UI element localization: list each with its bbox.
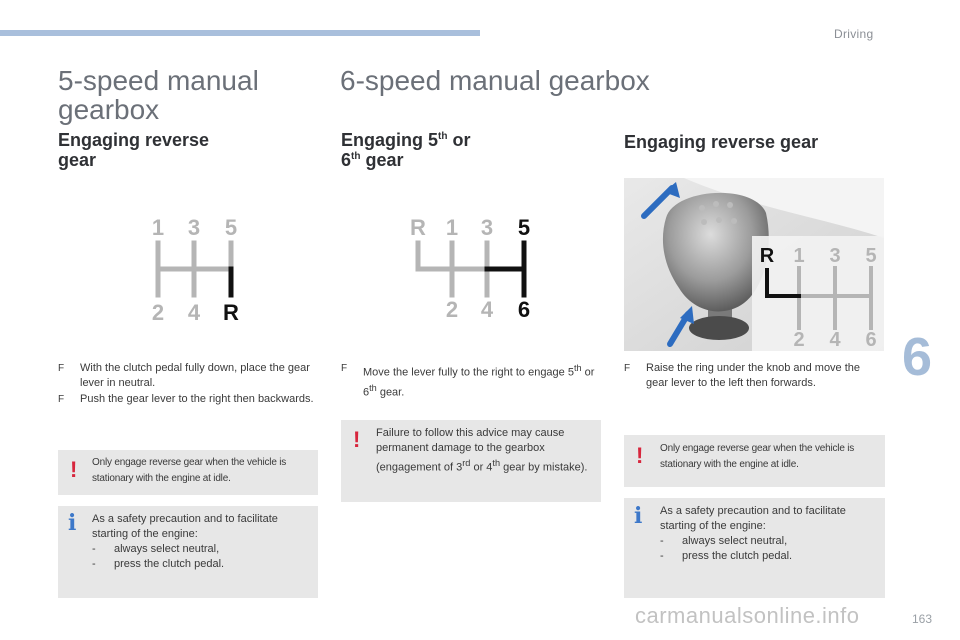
gearshift-pattern-6speed-5th6th — [400, 205, 550, 330]
gear-lever-photo — [624, 178, 884, 351]
left-instructions — [58, 361, 316, 408]
middle-section-subtitle: Engaging 5th or 6th gear — [341, 130, 471, 170]
gear-label-4: 4 — [829, 329, 841, 351]
list-item: - always select neutral, — [92, 543, 220, 555]
gear-label-3: 3 — [829, 245, 841, 267]
gear-label-reverse: R — [223, 300, 239, 325]
list-item: F Move the lever fully to the right to engage 5th or 6th gear. — [341, 363, 595, 399]
chapter-number: 6 — [902, 327, 933, 387]
warning-icon: ! — [70, 457, 78, 482]
gear-label-1: 1 — [151, 215, 165, 240]
gearshift-pattern-5speed — [140, 205, 260, 330]
warning-icon: ! — [353, 427, 361, 452]
page-number: 163 — [912, 612, 933, 626]
right-section-subtitle: Engaging reverse gear — [624, 132, 819, 152]
gear-label-reverse: R — [410, 215, 426, 240]
gear-label-6: 6 — [517, 297, 531, 322]
right-warning-box — [624, 435, 885, 487]
gear-label-2: 2 — [151, 300, 165, 325]
right-instructions — [624, 361, 879, 392]
gear-label-3: 3 — [187, 215, 201, 240]
gear-label-4: 4 — [480, 297, 494, 322]
middle-warning-box — [341, 420, 601, 502]
gear-label-6: 6 — [865, 329, 877, 351]
warning-text: Only engage reverse gear when the vehicle is stationary with the engine at idle. — [92, 457, 287, 484]
info-text: As a safety precaution and to facilitate starting of the engine: - always select neutral, - press the clutch pedal. — [660, 504, 878, 564]
list-item: F Raise the ring under the knob and move the gear lever to the left then forwards. — [624, 362, 861, 389]
left-page-title: 5-speed manual gearbox — [58, 65, 259, 126]
watermark-text: carmanualsonline.info — [635, 603, 860, 628]
info-text: As a safety precaution and to facilitate starting of the engine: - always select neutral, - press the clutch pedal. — [92, 512, 308, 572]
info-icon: i — [68, 510, 77, 536]
gear-label-5: 5 — [224, 215, 238, 240]
warning-text: Only engage reverse gear when the vehicle is stationary with the engine at idle. — [660, 443, 855, 470]
list-item: F With the clutch pedal fully down, place the gear lever in neutral. — [58, 362, 310, 389]
gear-label-2: 2 — [445, 297, 459, 322]
warning-text: Failure to follow this advice may cause permanent damage to the gearbox (engagement of 3rd or 4th gear by mistake). — [376, 427, 588, 474]
left-section-subtitle: Engaging reverse gear — [58, 130, 210, 170]
gear-label-5: 5 — [865, 245, 877, 267]
lever-ring — [689, 316, 749, 340]
list-item: - always select neutral, — [660, 535, 788, 547]
left-info-box — [58, 506, 318, 598]
gear-label-1: 1 — [445, 215, 459, 240]
gear-label-3: 3 — [480, 215, 494, 240]
gear-label-2: 2 — [793, 329, 805, 351]
section-label: Driving — [834, 27, 874, 41]
info-icon: i — [634, 503, 643, 529]
right-info-box — [624, 498, 885, 598]
gear-label-4: 4 — [187, 300, 201, 325]
bullet-marker-icon: F — [58, 394, 65, 405]
left-warning-box — [58, 450, 318, 495]
bullet-marker-icon: F — [624, 363, 631, 374]
list-item: F Push the gear lever to the right then backwards. — [58, 393, 314, 405]
list-item: - press the clutch pedal. — [660, 550, 793, 562]
bullet-marker-icon: F — [58, 363, 65, 374]
middle-page-title: 6-speed manual gearbox — [340, 65, 650, 96]
gear-label-1: 1 — [793, 245, 805, 267]
middle-instructions — [341, 361, 601, 401]
list-item: - press the clutch pedal. — [92, 558, 225, 570]
gear-label-5: 5 — [517, 215, 531, 240]
bullet-marker-icon: F — [341, 363, 348, 374]
warning-icon: ! — [636, 443, 644, 468]
header-accent-bar — [0, 30, 480, 36]
gear-label-reverse: R — [759, 245, 775, 267]
